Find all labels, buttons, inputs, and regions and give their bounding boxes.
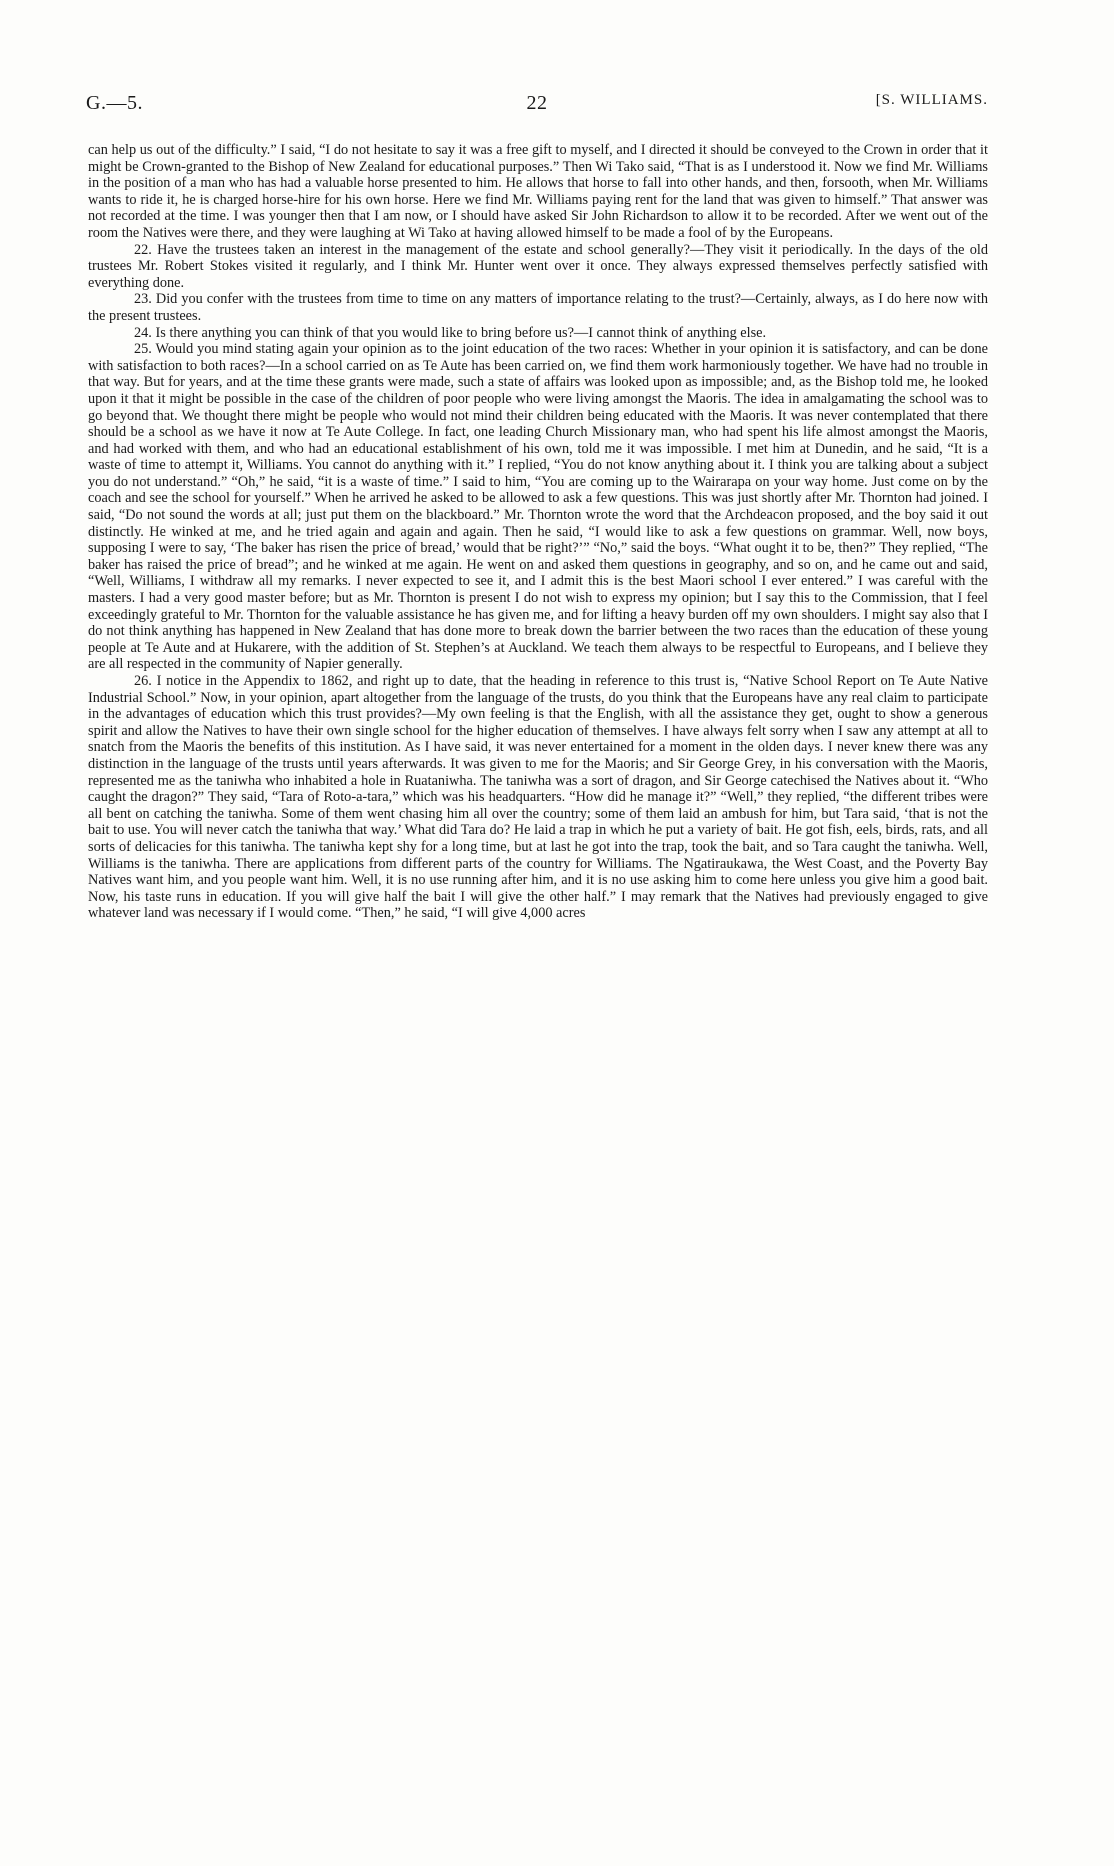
paragraph-question-25: 25. Would you mind stating again your opinion as to the joint education of the two races: Whether in your opinion it is satisfactory, and can be done with satisfaction to both races?—In a school carried on as Te Aute has been carried on, we find them work harmoniously together. We have had no trouble in that way. But for years, and at the time these grants were made, such a state of affairs was looked upon as impossible; and, as the Bishop told me, he looked upon it that it might be possible in the case of the children of poor people who were living amongst the Maoris. The idea in amalgamating the school was to go beyond that. We thought there might be people who would not mind their children being educated with the Maoris. It was never contemplated that there should be a school as we have it now at Te Aute College. In fact, one leading Church Missionary man, who had spent his life almost amongst the Maoris, and had worked with them, and who had an educational establishment of his own, told me it was impossible. I met him at Dunedin, and he said, “It is a waste of time to attempt it, Williams. You cannot do anything with it.” I replied, “You do not know anything about it. I think you are talking about a subject you do not understand.” “Oh,” he said, “it is a waste of time.” I said to him, “You are coming up to the Wairarapa on your way home. Just come on by the coach and see the school for yourself.” When he arrived he asked to be allowed to ask a few questions. This was just shortly after Mr. Thornton had joined. I said, “Do not sound the words at all; just put them on the blackboard.” Mr. Thornton wrote the word that the Archdeacon proposed, and the boy said it out distinctly. He winked at me, and he tried again and again and again. Then he said, “I would like to ask a few questions on grammar. Well, now boys, supposing I were to say, ‘The baker has risen the price of bread,’ would that be right?’” “No,” said the boys. “What ought it to be, then?” They replied, “The baker has raised the price of bread”; and he winked at me again. He went on and asked them questions in geography, and so on, and he came out and said, “Well, Williams, I withdraw all my remarks. I never expected to see it, and I admit this is the best Maori school I ever entered.” I was careful with the masters. I had a very good master before; but as Mr. Thornton is present I do not wish to express my opinion; but I say this to the Commission, that I feel exceedingly grateful to Mr. Thornton for the valuable assistance he has given me, and for lifting a heavy burden off my own shoulders. I might say also that I do not think anything has happened in New Zealand that has done more to break down the barrier between the two races than the education of these young people at Te Aute and at Hukarere, with the addition of St. Stephen’s at Auckland. We teach them always to be respectful to Europeans, and I believe they are all respected in the community of Napier generally. [88, 341, 988, 673]
paragraph-question-23: 23. Did you confer with the trustees from time to time on any matters of importance relating to the trust?—Certainly, always, as I do here now with the present trustees. [88, 291, 988, 324]
paragraph-question-22: 22. Have the trustees taken an interest in the management of the estate and school generally?—They visit it periodically. In the days of the old trustees Mr. Robert Stokes visited it regularly, and I think Mr. Hunter went over it once. They always expressed themselves perfectly satisfied with everything done. [88, 241, 988, 291]
witness-name: [S. WILLIAMS. [875, 92, 988, 108]
document-reference: G.—5. [86, 92, 143, 114]
page-number: 22 [526, 92, 548, 114]
paragraph-question-24: 24. Is there anything you can think of that you would like to bring before us?—I cannot think of anything else. [134, 324, 767, 341]
paragraph-question-26: 26. I notice in the Appendix to 1862, and right up to date, that the heading in reference to this trust is, “Native School Report on Te Aute Native Industrial School.” Now, in your opinion, apart altogether from the language of the trusts, do you think that the Europeans have any real claim to participate in the advantages of education which this trust provides?—My own feeling is that the English, with all the assistance they get, ought to show a generous spirit and allow the Natives to have their own single school for the higher education of themselves. I have always felt sorry when I saw any attempt at all to snatch from the Maoris the benefits of this institution. As I have said, it was never entertained for a moment in the olden days. I never knew there was any distinction in the language of the trusts until years afterwards. It was given to me for the Maoris; and Sir George Grey, in his conversation with the Maoris, represented me as the taniwha who inhabited a hole in Ruataniwha. The taniwha was a sort of dragon, and Sir George catechised the Natives about it. “Who caught the dragon?” They said, “Tara of Roto-a-tara,” which was his headquarters. “How did he manage it?” “Well,” they replied, “the different tribes were all bent on catching the taniwha. Some of them went chasing him all over the country; some of them laid an ambush for him, but Tara said, ‘that is not the bait to use. You will never catch the taniwha that way.’ What did Tara do? He laid a trap in which he put a variety of bait. He got fish, eels, birds, rats, and all sorts of delicacies for this taniwha. The taniwha kept shy for a long time, but at last he got into the trap, took the bait, and so Tara caught the taniwha. Well, Williams is the taniwha. There are applications from different parts of the country for Williams. The Ngatiraukawa, the West Coast, and the Poverty Bay Natives want him, and you people want him. Well, it is no use running after him, and it is no use asking him to come here unless you give him a good bait. Now, his taste runs in education. If you will give half the bait I will give the other half.” I may remark that the Natives had previously engaged to give whatever land was necessary if I would come. “Then,” he said, “I will give 4,000 acres [88, 673, 988, 922]
page-header [86, 92, 988, 120]
page-body [88, 142, 988, 922]
paragraph-continuation: can help us out of the difficulty.” I said, “I do not hesitate to say it was a free gift to myself, and I directed it should be conveyed to the Crown in order that it might be Crown-granted to the Bishop of New Zealand for educational purposes.” Then Wi Tako said, “That is as I understood it. Now we find Mr. Williams in the position of a man who has had a valuable horse presented to him. He allows that horse to fall into other hands, and then, forsooth, when Mr. Williams wants to ride it, he is charged horse-hire for his own horse. Here we find Mr. Williams paying rent for the land that was given to himself.” That answer was not recorded at the time. I was younger then that I am now, or I should have asked Sir John Richardson to allow it to be recorded. After we went out of the room the Natives were there, and they were laughing at Wi Tako at having allowed himself to be made a fool of by the Europeans. [88, 142, 988, 241]
